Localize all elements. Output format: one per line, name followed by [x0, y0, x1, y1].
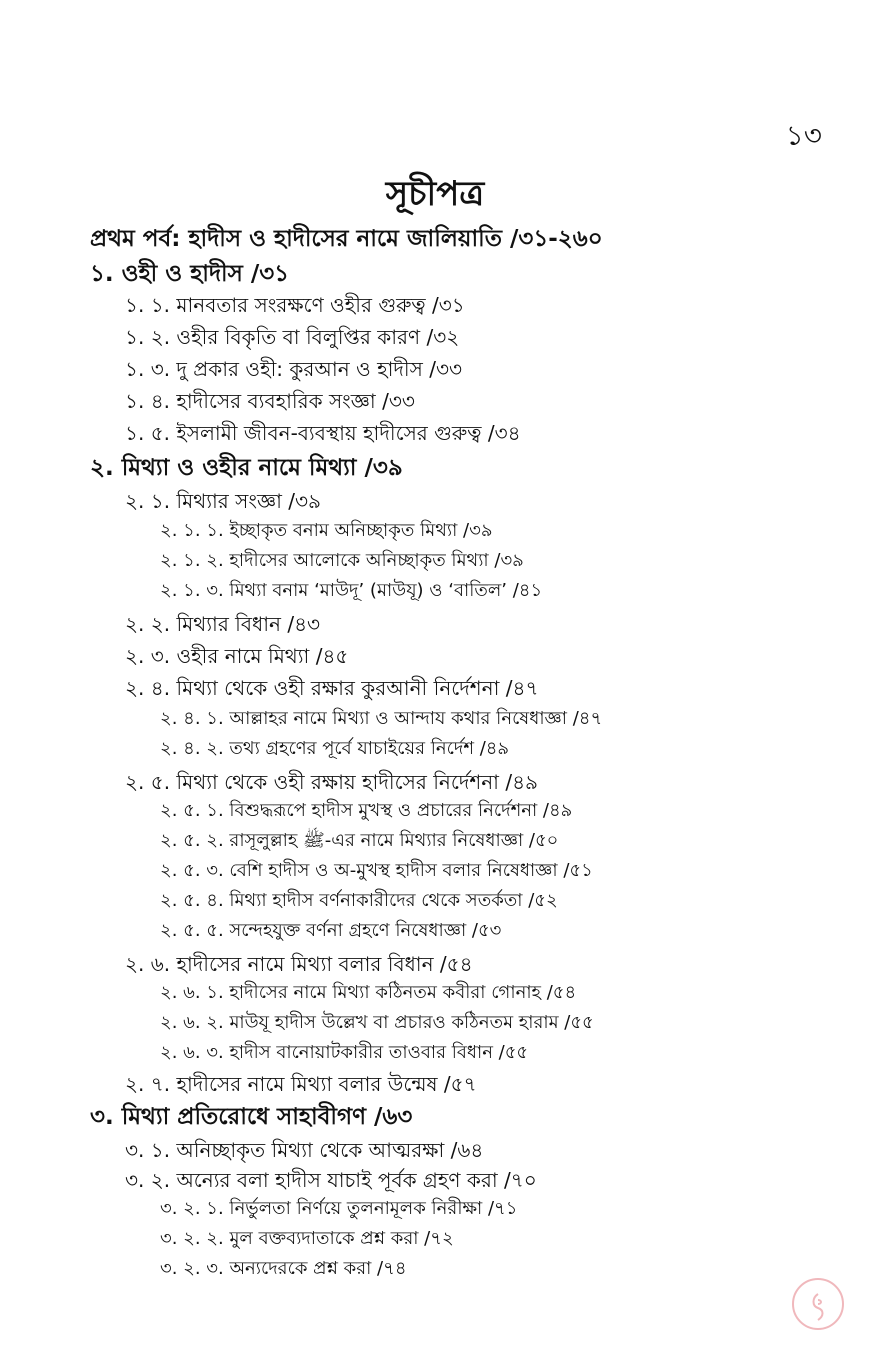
part-heading: প্রথম পর্ব: হাদীস ও হাদীসের নামে জালিয়াতি /৩১-২৬০ — [90, 226, 603, 252]
toc-entry: ২. ২. মিথ্যার বিধান /৪৩ — [125, 612, 321, 636]
toc-entry: ২. ৫. মিথ্যা থেকে ওহী রক্ষায় হাদীসের নির্দেশনা /৪৯ — [125, 770, 539, 794]
toc-entry: ১. ২. ওহীর বিকৃতি বা বিলুপ্তির কারণ /৩২ — [125, 325, 460, 349]
toc-entry: ২. ৬. হাদীসের নামে মিথ্যা বলার বিধান /৫৪ — [125, 952, 473, 976]
toc-entry: ৩. ২. ১. নির্ভুলতা নির্ণয়ে তুলনামূলক নিরীক্ষা /৭১ — [160, 1198, 518, 1219]
page-title: সূচীপত্র — [385, 174, 485, 214]
toc-entry: ১. ৪. হাদীসের ব্যবহারিক সংজ্ঞা /৩৩ — [125, 389, 415, 413]
chapter-heading: ৩. মিথ্যা প্রতিরোধে সাহাবীগণ /৬৩ — [90, 1104, 413, 1130]
toc-entry: ২. ৫. ৪. মিথ্যা হাদীস বর্ণনাকারীদের থেকে সতর্কতা /৫২ — [160, 890, 558, 911]
chapter-heading: ২. মিথ্যা ও ওহীর নামে মিথ্যা /৩৯ — [90, 455, 403, 481]
toc-entry: ২. ১. ২. হাদীসের আলোকে অনিচ্ছাকৃত মিথ্যা /৩৯ — [160, 550, 524, 571]
toc-entry: ৩. ১. অনিচ্ছাকৃত মিথ্যা থেকে আত্মরক্ষা /৬৪ — [125, 1138, 484, 1162]
toc-entry: ৩. ২. ২. মুল বক্তব্যদাতাকে প্রশ্ন করা /৭২ — [160, 1228, 454, 1249]
toc-entry: ১. ১. মানবতার সংরক্ষণে ওহীর গুরুত্ব /৩১ — [125, 293, 465, 317]
toc-entry: ২. ৬. ১. হাদীসের নামে মিথ্যা কঠিনতম কবীরা গোনাহ /৫৪ — [160, 982, 577, 1003]
toc-entry: ২. ৩. ওহীর নামে মিথ্যা /৪৫ — [125, 644, 349, 668]
toc-entry: ৩. ২. ৩. অন্যদেরকে প্রশ্ন করা /৭৪ — [160, 1258, 407, 1279]
toc-entry: ২. ১. ৩. মিথ্যা বনাম ‘মাউদূ’ (মাউযূ) ও ‘বাতিল’ /৪১ — [160, 580, 543, 601]
toc-entry: ২. ৬. ২. মাউযূ হাদীস উল্লেখ বা প্রচারও কঠিনতম হারাম /৫৫ — [160, 1012, 594, 1033]
toc-entry: ২. ৫. ২. রাসূলুল্লাহ ﷺ-এর নামে মিথ্যার নিষেধাজ্ঞা /৫০ — [160, 830, 559, 851]
toc-entry: ২. ১. ১. ইচ্ছাকৃত বনাম অনিচ্ছাকৃত মিথ্যা /৩৯ — [160, 520, 493, 541]
toc-entry: ২. ৪. ১. আল্লাহর নামে মিথ্যা ও আন্দায কথার নিষেধাজ্ঞা /৪৭ — [160, 708, 603, 729]
stamp-logo — [792, 1278, 844, 1330]
toc-entry: ২. ৭. হাদীসের নামে মিথ্যা বলার উন্মেষ /৫৭ — [125, 1072, 477, 1096]
toc-entry: ২. ৪. মিথ্যা থেকে ওহী রক্ষার কুরআনী নির্দেশনা /৪৭ — [125, 676, 539, 700]
toc-entry: ১. ৩. দু প্রকার ওহী: কুরআন ও হাদীস /৩৩ — [125, 357, 462, 381]
page-number: ১৩ — [785, 119, 822, 152]
toc-entry: ১. ৫. ইসলামী জীবন-ব্যবস্থায় হাদীসের গুরুত্ব /৩৪ — [125, 421, 521, 445]
chapter-heading: ১. ওহী ও হাদীস /৩১ — [90, 261, 290, 287]
toc-entry: ৩. ২. অন্যের বলা হাদীস যাচাই পূর্বক গ্রহণ করা /৭০ — [125, 1168, 537, 1192]
toc-entry: ২. ৬. ৩. হাদীস বানোয়াটকারীর তাওবার বিধান /৫৫ — [160, 1042, 529, 1063]
toc-entry: ২. ৫. ১. বিশুদ্ধরূপে হাদীস মুখস্থ ও প্রচারের নির্দেশনা /৪৯ — [160, 800, 573, 821]
toc-entry: ২. ৪. ২. তথ্য গ্রহণের পূর্বে যাচাইয়ের নির্দেশ /৪৯ — [160, 738, 510, 759]
toc-entry: ২. ৫. ৩. বেশি হাদীস ও অ-মুখস্থ হাদীস বলার নিষেধাজ্ঞা /৫১ — [160, 860, 593, 881]
toc-entry: ২. ১. মিথ্যার সংজ্ঞা /৩৯ — [125, 489, 321, 513]
toc-entry: ২. ৫. ৫. সন্দেহযুক্ত বর্ণনা গ্রহণে নিষেধাজ্ঞা /৫৩ — [160, 920, 502, 941]
